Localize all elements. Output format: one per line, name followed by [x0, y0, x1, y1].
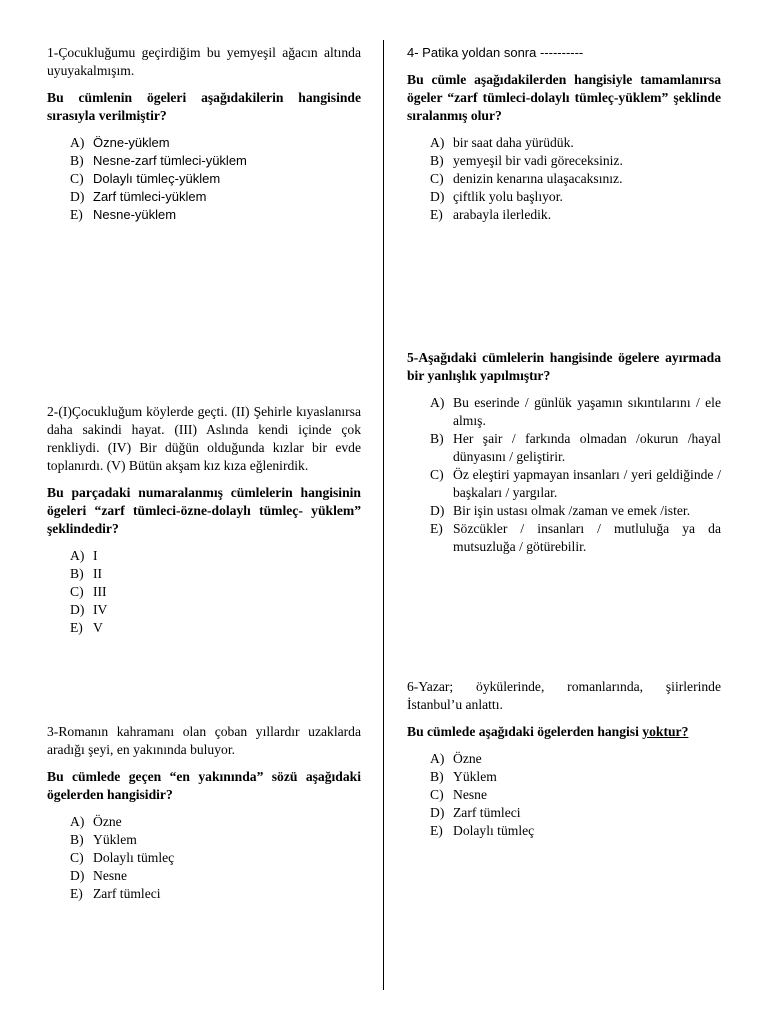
option-letter: D) [430, 503, 445, 518]
option-letter: C) [430, 171, 444, 186]
option-letter: B) [70, 153, 84, 168]
option-e[interactable] [407, 822, 721, 840]
option-a[interactable] [407, 394, 721, 430]
question-3 [47, 723, 361, 903]
option-letter: A) [70, 135, 85, 150]
option-b[interactable] [47, 565, 361, 583]
option-e[interactable] [407, 206, 721, 224]
option-text: Bu eserinde / günlük yaşamın sıkıntılarını / ele almış. [453, 395, 721, 428]
option-a[interactable] [407, 750, 721, 768]
option-letter: B) [430, 431, 444, 446]
option-letter: E) [70, 620, 83, 635]
option-text: Dolaylı tümleç-yüklem [93, 171, 221, 186]
option-text: II [93, 566, 103, 581]
option-text: Özne-yüklem [93, 135, 170, 150]
option-text: III [93, 584, 107, 599]
option-letter: E) [430, 823, 443, 838]
option-text: denizin kenarına ulaşacaksınız. [453, 171, 623, 186]
column-divider [383, 40, 384, 990]
option-text: V [93, 620, 103, 635]
option-letter: E) [430, 207, 443, 222]
question-6-prompt [407, 723, 721, 741]
option-letter: B) [430, 769, 444, 784]
option-text: Her şair / farkında olmadan /okurun /hayal dünyasını / geliştirir. [453, 431, 721, 464]
option-d[interactable] [47, 601, 361, 619]
question-1-options [47, 134, 361, 224]
option-letter: C) [430, 467, 444, 482]
option-text: Nesne [93, 868, 127, 883]
option-text: çiftlik yolu başlıyor. [453, 189, 563, 204]
option-text: Yüklem [93, 832, 137, 847]
option-c[interactable] [407, 170, 721, 188]
option-text: I [93, 548, 98, 563]
option-b[interactable] [47, 831, 361, 849]
option-letter: A) [430, 135, 445, 150]
option-letter: E) [430, 521, 443, 536]
question-5-prompt: 5-Aşağıdaki cümlelerin hangisinde ögelere ayırmada bir yanlışlık yapılmıştır? [407, 350, 721, 383]
option-c[interactable] [47, 849, 361, 867]
option-letter: A) [430, 395, 445, 410]
option-c[interactable] [407, 466, 721, 502]
question-4-stem: 4- Patika yoldan sonra ---------- [407, 45, 584, 60]
option-letter: D) [430, 189, 445, 204]
option-letter: D) [430, 805, 445, 820]
option-text: Nesne-zarf tümleci-yüklem [93, 153, 247, 168]
option-letter: B) [430, 153, 444, 168]
option-c[interactable] [47, 170, 361, 188]
question-5-options [407, 394, 721, 556]
question-3-options [47, 813, 361, 903]
question-1 [47, 44, 361, 224]
option-letter: C) [430, 787, 444, 802]
option-text: Özne [93, 814, 122, 829]
option-e[interactable] [47, 885, 361, 903]
option-letter: E) [70, 886, 83, 901]
option-a[interactable] [47, 134, 361, 152]
question-2-options [47, 547, 361, 637]
option-text: Dolaylı tümleç [93, 850, 175, 865]
option-a[interactable] [47, 813, 361, 831]
option-letter: D) [70, 602, 85, 617]
option-b[interactable] [47, 152, 361, 170]
option-text: Sözcükler / insanları / mutluluğa ya da mutsuzluğa / götürebilir. [453, 521, 721, 554]
question-3-prompt: Bu cümlede geçen “en yakınında” sözü aşağıdaki ögelerden hangisidir? [47, 769, 361, 802]
option-c[interactable] [407, 786, 721, 804]
option-c[interactable] [47, 583, 361, 601]
question-5 [407, 349, 721, 556]
option-text: Dolaylı tümleç [453, 823, 535, 838]
option-d[interactable] [407, 502, 721, 520]
question-6-options [407, 750, 721, 840]
option-text: Nesne-yüklem [93, 207, 177, 222]
option-b[interactable] [407, 768, 721, 786]
option-d[interactable] [407, 804, 721, 822]
question-1-stem: 1-Çocukluğumu geçirdiğim bu yemyeşil ağacın altında uyuyakalmışım. [47, 45, 361, 78]
option-e[interactable] [407, 520, 721, 556]
question-1-prompt: Bu cümlenin ögeleri aşağıdakilerin hangisinde sırasıyla verilmiştir? [47, 90, 361, 123]
option-e[interactable] [47, 206, 361, 224]
question-4-prompt: Bu cümle aşağıdakilerden hangisiyle tamamlanırsa ögeler “zarf tümleci-dolaylı tümleç-yüklem” şeklinde sıralanmış olur? [407, 72, 721, 123]
option-letter: A) [70, 548, 85, 563]
question-2 [47, 403, 361, 637]
option-text: IV [93, 602, 108, 617]
option-b[interactable] [407, 430, 721, 466]
option-d[interactable] [407, 188, 721, 206]
question-6-prompt-underlined: yoktur? [642, 724, 689, 739]
option-letter: A) [430, 751, 445, 766]
question-2-prompt: Bu parçadaki numaralanmış cümlelerin hangisinin ögeleri “zarf tümleci-özne-dolaylı tümleç- yüklem” şeklindedir? [47, 485, 361, 536]
option-text: Yüklem [453, 769, 497, 784]
question-4 [407, 44, 721, 224]
option-letter: B) [70, 832, 84, 847]
option-text: Nesne [453, 787, 487, 802]
option-letter: B) [70, 566, 84, 581]
option-d[interactable] [47, 867, 361, 885]
question-6 [407, 678, 721, 840]
option-text: Özne [453, 751, 482, 766]
option-text: Zarf tümleci [93, 886, 161, 901]
option-text: Öz eleştiri yapmayan insanları / yeri geldiğinde / başkaları / yargılar. [453, 467, 721, 500]
question-4-options [407, 134, 721, 224]
option-a[interactable] [47, 547, 361, 565]
option-letter: C) [70, 171, 84, 186]
question-6-stem: 6-Yazar; öykülerinde, romanlarında, şiirlerinde İstanbul’u anlattı. [407, 679, 721, 712]
option-b[interactable] [407, 152, 721, 170]
option-a[interactable] [407, 134, 721, 152]
option-letter: E) [70, 207, 83, 222]
option-text: yemyeşil bir vadi göreceksiniz. [453, 153, 623, 168]
option-letter: D) [70, 189, 85, 204]
option-d[interactable] [47, 188, 361, 206]
option-e[interactable] [47, 619, 361, 637]
question-2-stem: 2-(I)Çocukluğum köylerde geçti. (II) Şehirle kıyaslanırsa daha sakindi hayat. (III) Aslında kendi içinde çok renkliydi. (IV) Bir düğün olduğunda kızlar bir evde toplanırdı. (V) Bütün akşam kız kıza eğlenirdik. [47, 404, 361, 473]
option-letter: A) [70, 814, 85, 829]
option-letter: C) [70, 850, 84, 865]
option-text: Bir işin ustası olmak /zaman ve emek /ister. [453, 503, 691, 518]
option-text: Zarf tümleci [453, 805, 521, 820]
question-3-stem: 3-Romanın kahramanı olan çoban yıllardır uzaklarda aradığı şeyi, en yakınında buluyor. [47, 724, 361, 757]
option-text: arabayla ilerledik. [453, 207, 552, 222]
option-text: bir saat daha yürüdük. [453, 135, 574, 150]
option-text: Zarf tümleci-yüklem [93, 189, 207, 204]
option-letter: D) [70, 868, 85, 883]
option-letter: C) [70, 584, 84, 599]
question-6-prompt-main: Bu cümlede aşağıdaki ögelerden hangisi [407, 724, 639, 739]
